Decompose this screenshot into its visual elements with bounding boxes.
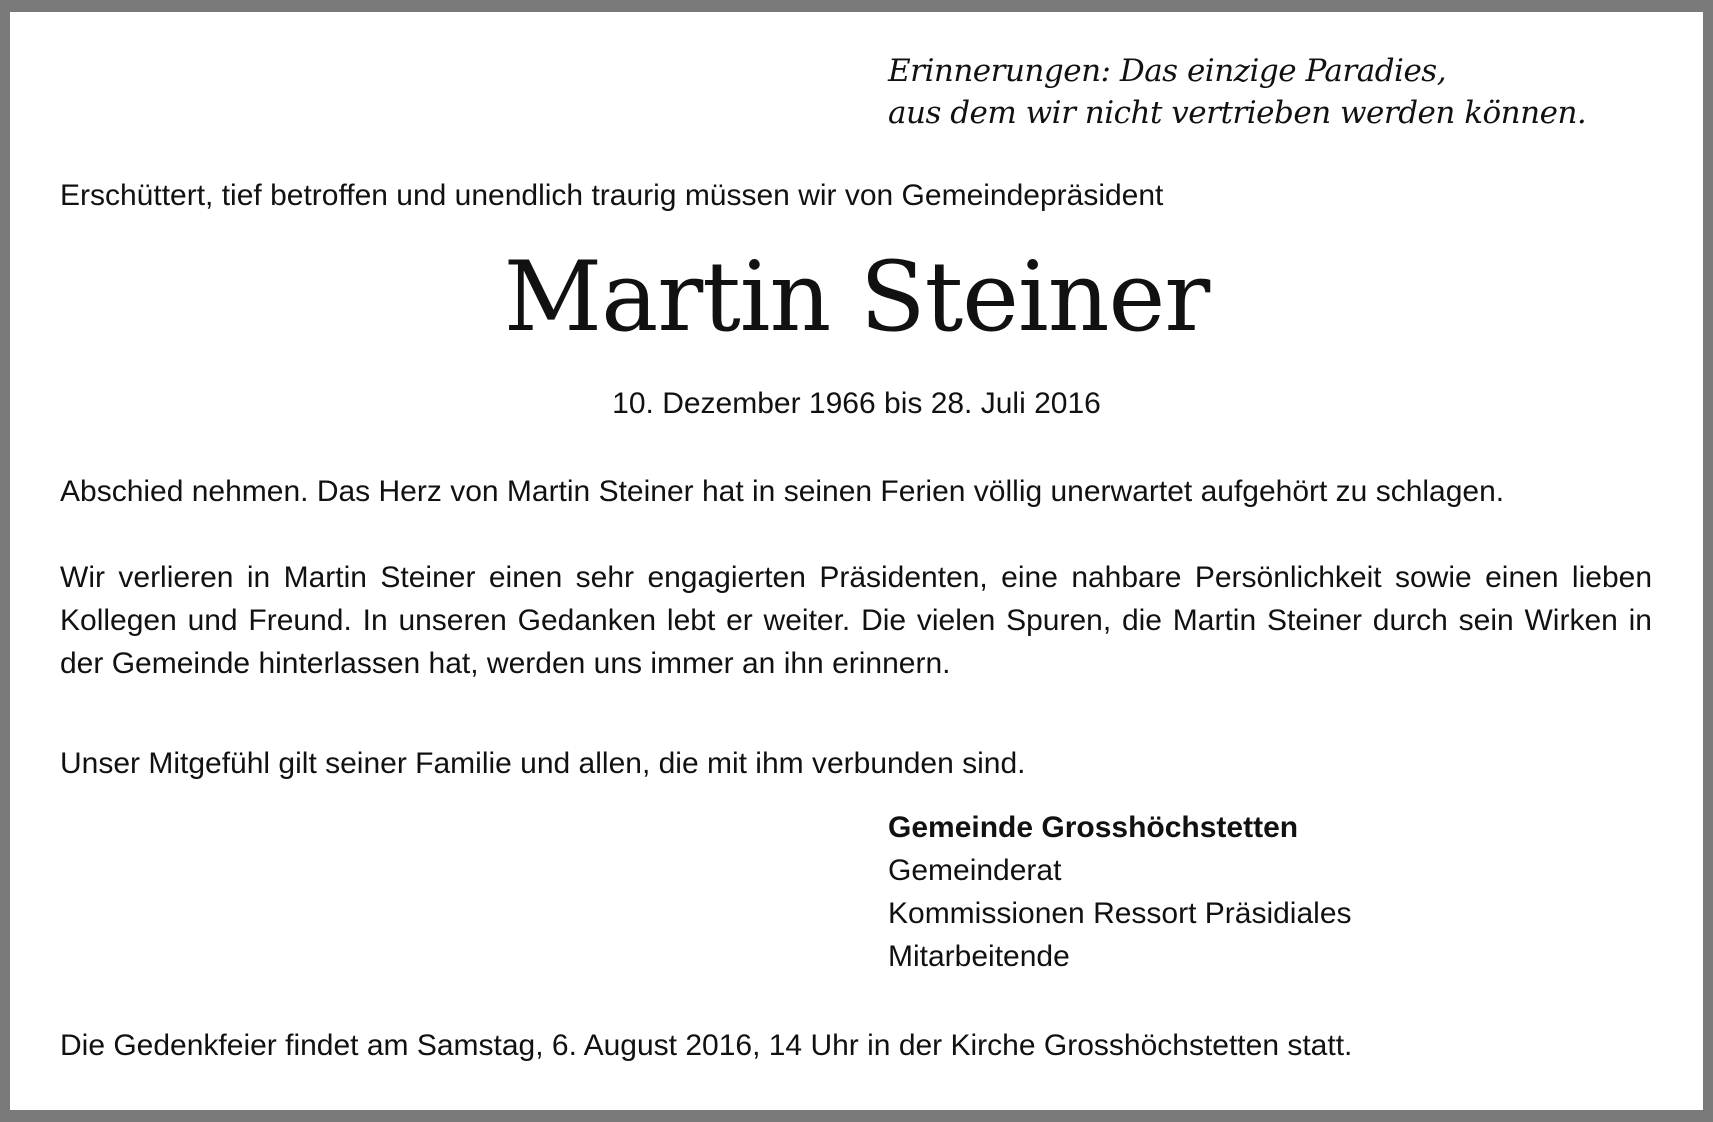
- signature-line-council: Gemeinderat: [888, 854, 1062, 887]
- deceased-name: Martin Steiner: [503, 241, 1210, 353]
- tribute-paragraph: Wir verlieren in Martin Steiner einen sehr engagierten Präsidenten, eine nahbare Persönlichkeit sowie einen lieben Kollegen und Freund. In unseren Gedanken lebt er weiter. Die vielen Spuren, die Martin Steiner durch sein Wirken in der Gemeinde hinterlassen hat, werden uns immer an ihn erinnern.: [60, 561, 1652, 680]
- motto-line-2: aus dem wir nicht vertrieben werden können.: [888, 95, 1587, 131]
- signature-line-staff: Mitarbeitende: [888, 940, 1070, 973]
- signature-organization: Gemeinde Grosshöchstetten: [888, 811, 1299, 844]
- signature-line-commissions: Kommissionen Ressort Präsidiales: [888, 897, 1352, 930]
- memorial-service-notice: Die Gedenkfeier findet am Samstag, 6. August 2016, 14 Uhr in der Kirche Grosshöchstetten statt.: [60, 1029, 1353, 1062]
- signature-block: [888, 806, 1352, 978]
- motto-quote: [888, 50, 1586, 134]
- life-dates: 10. Dezember 1966 bis 28. Juli 2016: [612, 387, 1101, 420]
- intro-text: Erschüttert, tief betroffen und unendlich traurig müssen wir von Gemeindepräsident: [60, 179, 1164, 212]
- condolence-paragraph: Unser Mitgefühl gilt seiner Familie und allen, die mit ihm verbunden sind.: [60, 747, 1026, 780]
- motto-line-1: Erinnerungen: Das einzige Paradies,: [888, 53, 1447, 89]
- obituary-notice: [10, 12, 1703, 1110]
- farewell-paragraph: Abschied nehmen. Das Herz von Martin Steiner hat in seinen Ferien völlig unerwartet aufgehört zu schlagen.: [60, 475, 1505, 508]
